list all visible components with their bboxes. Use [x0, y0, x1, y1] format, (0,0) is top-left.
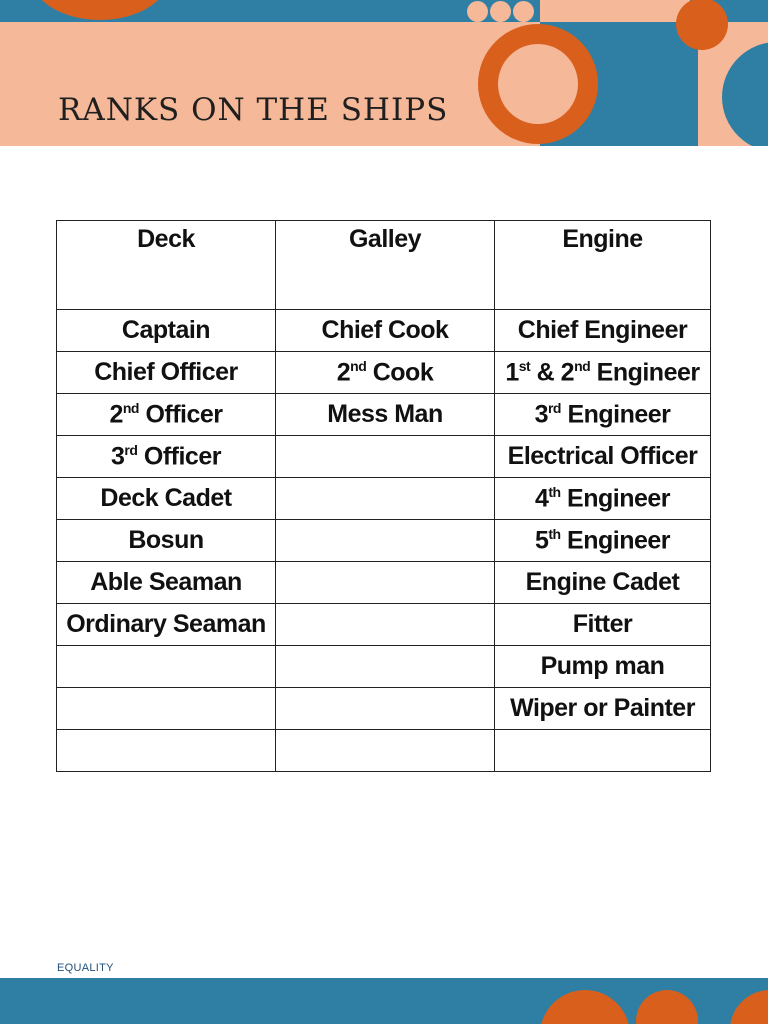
table-row: [57, 562, 711, 604]
table-row: [57, 604, 711, 646]
cell-engine: [495, 394, 711, 436]
column-header-deck: Deck: [57, 221, 276, 310]
table-row: [57, 394, 711, 436]
cell-deck: [57, 646, 276, 688]
cell-galley: [276, 562, 495, 604]
table-body: [57, 310, 711, 772]
cell-pre: 1: [505, 358, 519, 387]
cell-pre: 2: [109, 400, 123, 429]
footer-label: EQUALITY: [57, 962, 114, 974]
cell-deck: [57, 352, 276, 394]
decor-ring-inner: [498, 44, 578, 124]
cell-galley: [276, 352, 495, 394]
cell-engine: [495, 688, 711, 730]
cell-t: Electrical Officer: [507, 442, 698, 470]
cell-galley: [276, 394, 495, 436]
cell-sup: st: [518, 357, 531, 374]
cell-pre: 4: [534, 484, 549, 513]
decor-footer-circle-2: [636, 990, 698, 1024]
cell-pre: 3: [534, 400, 548, 429]
decor-circle-orange: [676, 0, 728, 50]
cell-sup: rd: [124, 441, 138, 458]
cell-deck: [57, 562, 276, 604]
cell-engine: [495, 646, 711, 688]
decor-footer-circle-3: [730, 990, 768, 1024]
table-row: [57, 436, 711, 478]
cell-deck: [57, 310, 276, 352]
cell-engine: [495, 604, 711, 646]
cell-engine: [495, 436, 711, 478]
cell-t: Bosun: [128, 526, 204, 554]
cell-galley: [276, 478, 495, 520]
cell-sup: rd: [547, 399, 561, 416]
decor-footer-circle-1: [540, 990, 630, 1024]
cell-t: Officer: [143, 442, 221, 471]
cell-t: Chief Officer: [94, 358, 238, 386]
cell-t: Mess Man: [327, 400, 443, 428]
cell-sup: th: [548, 483, 561, 500]
cell-t: Ordinary Seaman: [66, 610, 266, 638]
decor-dot-3: [513, 1, 534, 22]
cell-sup: nd: [350, 357, 367, 374]
decor-dot-2: [490, 1, 511, 22]
cell-galley: [276, 688, 495, 730]
cell-t: Cook: [372, 358, 434, 387]
cell-t: Captain: [121, 316, 211, 344]
cell-galley: [276, 646, 495, 688]
cell-pre: 2: [336, 358, 351, 387]
table-row: [57, 646, 711, 688]
cell-t: Able Seaman: [90, 568, 242, 596]
cell-galley: [276, 310, 495, 352]
decor-panel-peach: [540, 0, 690, 22]
cell-t: Chief Engineer: [517, 316, 688, 344]
cell-deck: [57, 688, 276, 730]
table-row: [57, 730, 711, 772]
cell-deck: [57, 604, 276, 646]
page-title: RANKS ON THE SHIPS: [58, 92, 449, 128]
page-header: [0, 0, 768, 146]
table-row: [57, 688, 711, 730]
cell-pre: 5: [534, 526, 549, 555]
cell-t: Officer: [145, 400, 223, 429]
cell-mid: & 2: [530, 358, 575, 387]
page-footer: [0, 978, 768, 1024]
cell-engine: [495, 520, 711, 562]
ranks-table: [56, 220, 711, 772]
cell-t: Engineer: [567, 400, 671, 429]
cell-deck: [57, 436, 276, 478]
cell-galley: [276, 520, 495, 562]
cell-sup: th: [548, 525, 561, 542]
cell-t: Wiper or Painter: [510, 694, 695, 722]
cell-t: Fitter: [572, 610, 633, 638]
cell-t: Deck Cadet: [100, 484, 232, 512]
cell-deck: [57, 730, 276, 772]
table-row: [57, 352, 711, 394]
cell-deck: [57, 478, 276, 520]
cell-t: Chief Cook: [321, 316, 449, 344]
table-row: [57, 520, 711, 562]
cell-t: Engineer: [567, 526, 671, 555]
table-row: [57, 478, 711, 520]
cell-engine: [495, 478, 711, 520]
column-header-galley: Galley: [276, 221, 495, 310]
cell-t: Engineer: [596, 358, 700, 387]
cell-engine: [495, 352, 711, 394]
cell-deck: [57, 394, 276, 436]
cell-engine: [495, 562, 711, 604]
column-header-engine: Engine: [495, 221, 711, 310]
table-row: [57, 310, 711, 352]
cell-t: Engine Cadet: [525, 568, 680, 596]
cell-engine: [495, 310, 711, 352]
table-header-row: [57, 221, 711, 310]
cell-galley: [276, 604, 495, 646]
cell-sup2: nd: [574, 357, 591, 374]
cell-galley: [276, 730, 495, 772]
cell-engine: [495, 730, 711, 772]
cell-deck: [57, 520, 276, 562]
decor-dot-1: [467, 1, 488, 22]
cell-t: Pump man: [540, 652, 665, 680]
cell-t: Engineer: [567, 484, 671, 513]
cell-sup: nd: [122, 399, 139, 416]
cell-pre: 3: [111, 442, 125, 471]
cell-galley: [276, 436, 495, 478]
